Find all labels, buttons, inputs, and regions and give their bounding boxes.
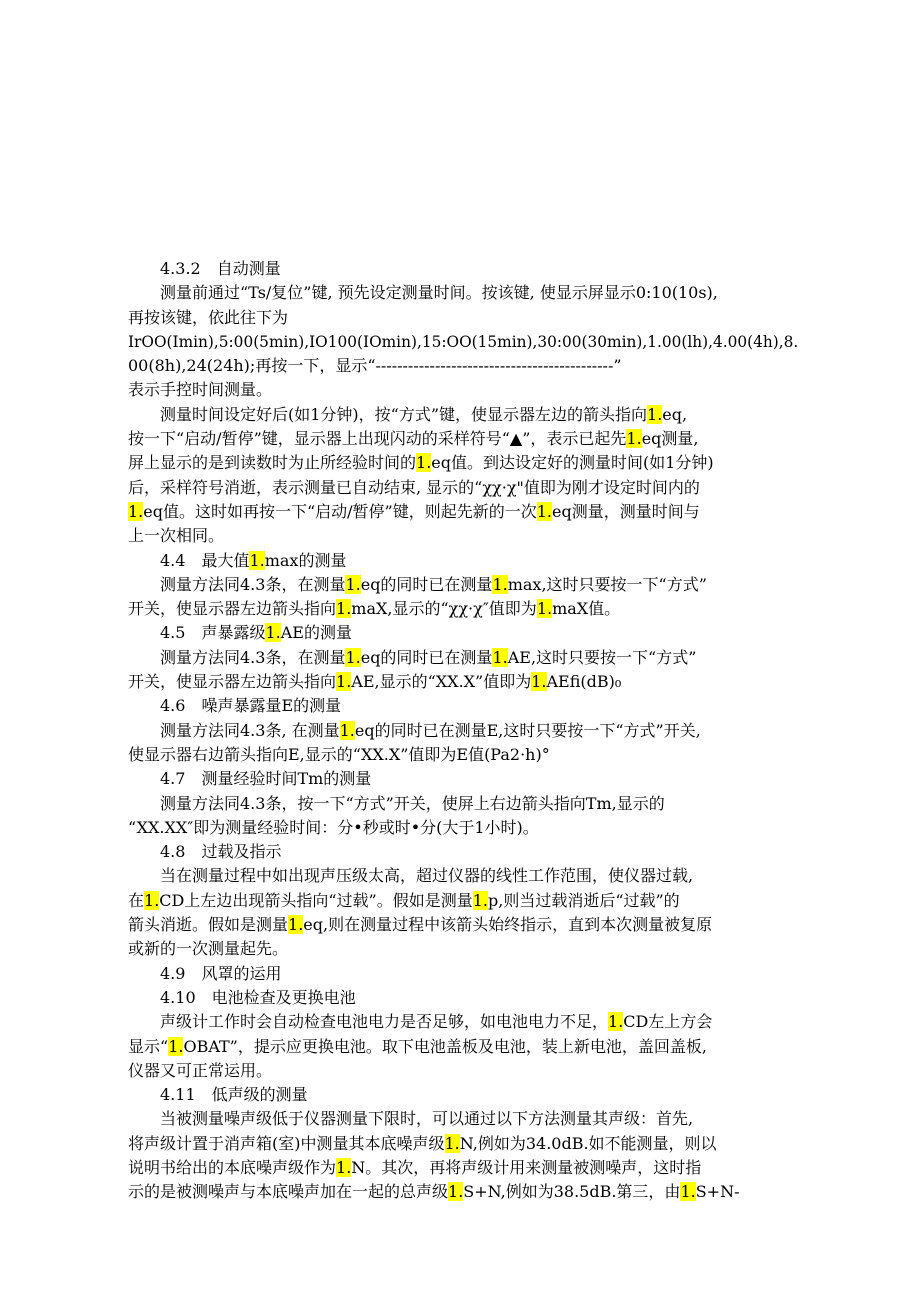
- text-line: [128, 549, 798, 573]
- text-segment: 测量方法同4.3条，按一下“方式”开关，使屏上右边箭头指向Tm,显示的: [160, 793, 665, 813]
- text-line: [128, 330, 798, 354]
- text-segment: 测量时间设定好后(如1分钟)，按“方式”键，使显示器左边的箭头指向: [160, 404, 648, 424]
- line-fit-wrapper: [128, 330, 798, 354]
- highlighted-text: 1.: [249, 550, 265, 570]
- text-segment: 测量方法同4.3条, 在测量: [160, 720, 340, 740]
- highlighted-text: 1.: [626, 429, 642, 449]
- text-segment: N,例如为34.0dB.如不能测量，则以: [459, 1133, 717, 1153]
- text-segment: S+N,例如为38.5dB.第三，由: [463, 1182, 681, 1202]
- text-segment: eq的同时已在测量E,这时只要按一下“方式”开关,: [354, 720, 701, 740]
- text-segment: maX,显示的“χχ·χ″值即为: [351, 599, 537, 619]
- text-segment: 仪器又可正常运用。: [128, 1060, 273, 1080]
- highlighted-text: 1.: [288, 915, 304, 935]
- text-line: [128, 646, 798, 670]
- text-segment: 4.6 噪声暴露量E的测量: [160, 696, 342, 716]
- text-line: [128, 816, 798, 840]
- text-line: [128, 1156, 798, 1180]
- text-line: [128, 573, 798, 597]
- text-line: [128, 500, 798, 524]
- highlighted-text: 1.: [128, 501, 144, 521]
- highlighted-text: 1.: [536, 501, 552, 521]
- text-segment: 测量前通过“Ts∕复位”键, 预先设定测量时间。按该键, 使显示屏显示0:10(10s),: [160, 283, 718, 303]
- text-segment: AE的测量: [280, 623, 352, 643]
- text-segment: AE,这时只要按一下“方式”: [507, 647, 697, 667]
- text-segment: eq的同时已在测量: [360, 574, 493, 594]
- highlighted-text: 1.: [531, 672, 547, 692]
- text-line: [128, 937, 798, 961]
- text-line: [128, 864, 798, 888]
- text-segment: 4.9 风罩的运用: [160, 963, 282, 983]
- text-segment: eq,则在测量过程中该箭头始终指示，直到本次测量被复原: [303, 915, 713, 935]
- text-segment: 表示手控时间测量。: [128, 380, 273, 400]
- text-segment: 后，采样符号消逝，表示测量已自动结束, 显示的“χχ·χ"值即为刚才设定时间内的: [128, 477, 700, 497]
- text-segment: 声级计工作时会自动检查电池电力是否足够，如电池电力不足，: [160, 1012, 609, 1032]
- highlighted-text: 1.: [339, 720, 355, 740]
- text-segment: max,这时只要按一下“方式”: [507, 574, 707, 594]
- document-body: [128, 257, 798, 1205]
- text-segment: 显示“: [128, 1036, 169, 1056]
- text-segment: 屏上显示的是到读数时为止所经验时间的: [128, 453, 417, 473]
- highlighted-text: 1.: [448, 1182, 464, 1202]
- text-segment: CD左上方会: [623, 1012, 713, 1032]
- text-line: [128, 476, 798, 500]
- text-line: [128, 986, 798, 1010]
- text-line: [128, 403, 798, 427]
- text-segment: 示的是被测噪声与本底噪声加在一起的总声级: [128, 1182, 449, 1202]
- text-segment: N。其次，再将声级计用来测量被测噪声，这时指: [351, 1157, 702, 1177]
- highlighted-text: 1.: [680, 1182, 696, 1202]
- text-line: [128, 1010, 798, 1034]
- text-segment: 使显示器右边箭头指向E,显示的“XX.X”值即为E值(Pa2·h)°: [128, 744, 550, 764]
- text-segment: CD上左边出现箭头指向“过载”。假如是测量: [159, 890, 473, 910]
- highlighted-text: 1.: [608, 1012, 624, 1032]
- highlighted-text: 1.: [345, 647, 361, 667]
- highlighted-text: 1.: [144, 890, 160, 910]
- text-line: [128, 306, 798, 330]
- text-segment: 4.11 低声级的测量: [160, 1085, 308, 1105]
- text-line: [128, 743, 798, 767]
- text-segment: 说明书给出的本底噪声级作为: [128, 1157, 337, 1177]
- highlighted-text: 1.: [336, 599, 352, 619]
- text-segment: eq测量，测量时间与: [552, 501, 700, 521]
- text-segment: 4.5 声暴露级: [160, 623, 266, 643]
- text-line: [128, 889, 798, 913]
- text-line: [128, 1059, 798, 1083]
- text-line: [128, 1132, 798, 1156]
- text-segment: 4.4 最大值: [160, 550, 250, 570]
- text-segment: eq测量,: [641, 429, 699, 449]
- text-segment: 上一次相同。: [128, 526, 225, 546]
- text-line: [128, 767, 798, 791]
- highlighted-text: 1.: [444, 1133, 460, 1153]
- text-segment: 测量方法同4.3条，在测量: [160, 647, 346, 667]
- text-segment: AE,显示的“XX.X”值即为: [351, 672, 532, 692]
- text-line: [128, 840, 798, 864]
- text-line: [128, 621, 798, 645]
- text-line: [128, 451, 798, 475]
- text-segment: eq的同时已在测量: [360, 647, 493, 667]
- highlighted-text: 1.: [536, 599, 553, 619]
- highlighted-text: 1.: [336, 672, 352, 692]
- text-segment: 或新的一次测量起先。: [128, 939, 289, 959]
- text-segment: 当在测量过程中如出现声压级太高，超过仪器的线性工作范围，使仪器过载,: [160, 866, 694, 886]
- text-segment: 4.8 过载及指示: [160, 842, 282, 862]
- text-line: [128, 597, 798, 621]
- text-segment: “XX.XX″即为测量经验时间：分•秒或时•分(大于1小时)。: [128, 817, 539, 837]
- highlighted-text: 1.: [265, 623, 281, 643]
- text-segment: S+N-: [695, 1182, 740, 1202]
- text-line: [128, 1035, 798, 1059]
- text-segment: 按一下“启动/暂停”键，显示器上出现闪动的采样符号“▲”，表示已起先: [128, 429, 627, 449]
- highlighted-text: 1.: [345, 574, 361, 594]
- text-line: [128, 719, 798, 743]
- text-segment: eq,: [662, 404, 688, 424]
- text-segment: maX值。: [552, 599, 621, 619]
- text-segment: 当被测量噪声级低于仪器测量下限时，可以通过以下方法测量其声级：首先,: [160, 1109, 694, 1129]
- text-segment: 4.10 电池检查及更换电池: [160, 987, 356, 1007]
- text-line: [128, 694, 798, 718]
- text-segment: IrOO(Imin),5:00(5min),IO100(IOmin),15:OO(15min),30:00(30min),1.00(lh),4.00(4h),8.: [128, 331, 799, 351]
- highlighted-text: 1.: [647, 404, 663, 424]
- text-segment: 开关，使显示器左边箭头指向: [128, 599, 337, 619]
- text-line: [128, 670, 798, 694]
- highlighted-text: 1.: [472, 890, 488, 910]
- text-segment: AEfi(dB)₀: [546, 672, 622, 692]
- text-segment: 4.7 测量经验时间Tm的测量: [160, 769, 372, 789]
- text-line: [128, 1107, 798, 1131]
- text-line: [128, 427, 798, 451]
- highlighted-text: 1.: [168, 1036, 184, 1056]
- text-line: [128, 281, 798, 305]
- text-line: [128, 1180, 798, 1204]
- text-segment: p,则当过载消逝后“过载”的: [487, 890, 680, 910]
- text-line: [128, 257, 798, 281]
- text-line: [128, 962, 798, 986]
- text-segment: eq值。到达设定好的测量时间(如1分钟): [431, 453, 714, 473]
- highlighted-text: 1.: [416, 453, 432, 473]
- text-segment: 箭头消逝。假如是测量: [128, 915, 289, 935]
- highlighted-text: 1.: [492, 647, 508, 667]
- text-segment: 00(8h),24(24h);再按一下，显示“--------------------------------------------”: [128, 356, 622, 376]
- text-segment: OBAT”，提示应更换电池。取下电池盖板及电池，装上新电池，盖回盖板,: [183, 1036, 707, 1056]
- text-segment: max的测量: [264, 550, 347, 570]
- highlighted-text: 1.: [492, 574, 508, 594]
- text-segment: 测量方法同4.3条，在测量: [160, 574, 346, 594]
- text-segment: 在: [128, 890, 145, 910]
- text-segment: 开关，使显示器左边箭头指向: [128, 672, 337, 692]
- text-segment: 将声级计置于消声箱(室)中测量其本底噪声级: [128, 1133, 445, 1153]
- text-line: [128, 792, 798, 816]
- text-segment: 4.3.2 自动测量: [160, 259, 281, 278]
- text-line: [128, 1083, 798, 1107]
- text-line: [128, 354, 798, 378]
- text-line: [128, 378, 798, 402]
- text-segment: 再按该键，依此往下为: [128, 307, 289, 327]
- highlighted-text: 1.: [336, 1157, 352, 1177]
- text-segment: eq值。这时如再按一下“启动/暂停”键，则起先新的一次: [143, 501, 537, 521]
- text-line: [128, 524, 798, 548]
- text-line: [128, 913, 798, 937]
